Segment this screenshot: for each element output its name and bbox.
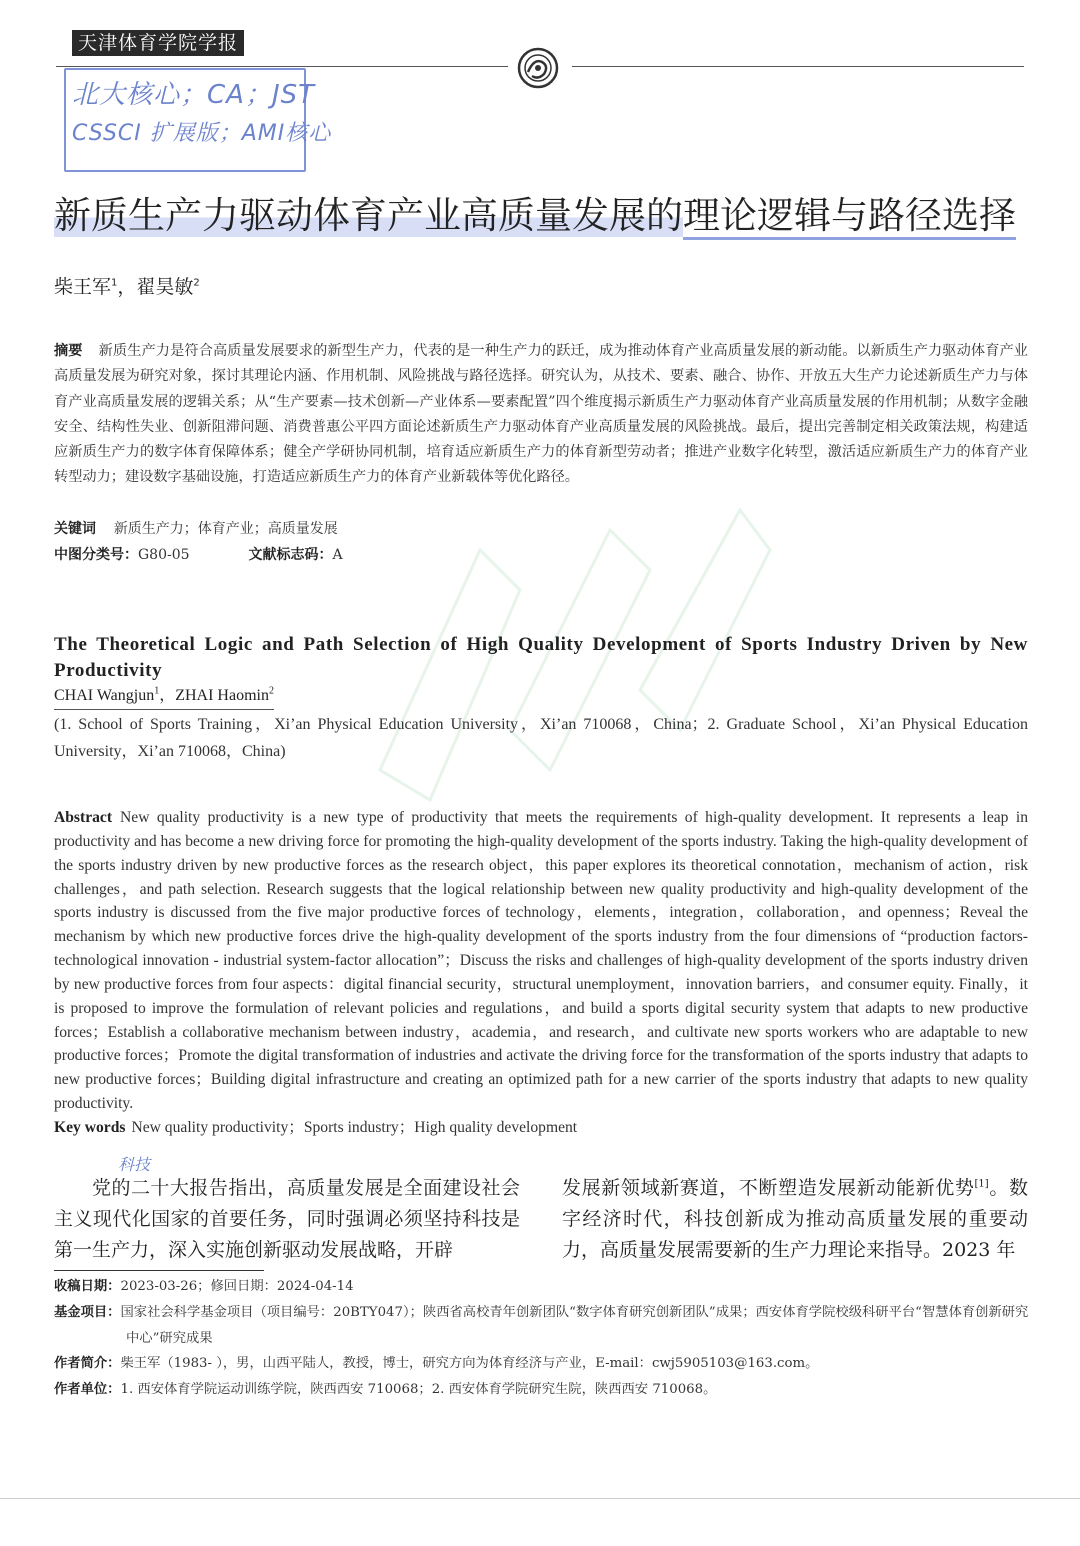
keywords-cn-label: 关键词 bbox=[54, 521, 96, 537]
received-value: 2023-03-26；修回日期：2024-04-14 bbox=[120, 1279, 354, 1294]
abstract-cn-label: 摘要 bbox=[54, 343, 83, 359]
english-author-1-sup: 1 bbox=[154, 685, 160, 697]
english-keywords bbox=[54, 1116, 577, 1140]
header-rule-left bbox=[56, 66, 508, 67]
author-1-sup: 1 bbox=[111, 277, 118, 289]
english-keywords-label: Key words bbox=[54, 1119, 126, 1136]
footnote-fund bbox=[54, 1300, 1034, 1352]
abstract-cn-text: 新质生产力是符合高质量发展要求的新型生产力，代表的是一种生产力的跃迁，成为推动体育产业高质量发展的新动能。以新质生产力驱动体育产业高质量发展为研究对象，探讨其理论内涵、作用机制、风险挑战与路径选择。研究认为，从技术、要素、融合、协作、开放五大生产力论述新质生产力与体育产业高质量发展的逻辑关系；从“生产要素—技术创新—产业体系—要素配置”四个维度揭示新质生产力驱动体育产业高质量发展的作用机制；从数字金融安全、结构性失业、创新阻滞问题、消费普惠公平四方面论述新质生产力驱动体育产业高质量发展的风险挑战。最后，提出完善制定相关政策法规，构建适应新质生产力的数字体育保障体系；健全产学研协同机制，培育适应新质生产力的体育新型劳动者；推进产业数字化转型，激活适应新质生产力的体育产业转型动力；建设数字基础设施，打造适应新质生产力的体育产业新载体等优化路径。 bbox=[54, 343, 1028, 486]
english-abstract-text: New quality productivity is a new type of productivity that meets the requirements of high-quality development. It represents a leap in productivity and has become a new driving force for promoting the high-quality development of the sports industry. Taking the high-quality development of the sports industry driven by new productive forces as the research object，this paper explores its theoretical connotation，mechanism of action，risk challenges，and path selection. Research suggests that the logical relationship between new quality productivity and high-quality development of the sports industry is discussed from the five major productive forces of technology，elements，integration，collaboration，and openness；Reveal the mechanism by which new productive forces drive the high-quality development of the sports industry from the four dimensions of “production factors-technological innovation - industrial system-factor allocation”；Discuss the risks and challenges of high-quality development of the sports industry driven by new productive forces from four aspects：digital financial security，structural unemployment，innovation barriers，and consumer equity. Finally，it is proposed to improve the formulation of relevant policies and regulations，and build a sports digital security system that adapts to new productive forces；Establish a collaborative mechanism between industry，academia，and research，and cultivate new sports workers who are adaptable to new productive forces；Promote the digital transformation of industries and activate the driving force for the transformation of the sports industry that adapts to new productive forces；Building digital infrastructure and creating an optimized path for a new carrier of the sports industry that adapts to new quality productivity. bbox=[54, 809, 1028, 1113]
fund-value: 国家社会科学基金项目（项目编号：20BTY047）；陕西省高校青年创新团队“数字体育研究创新团队”成果；西安体育学院校级科研平台“智慧体育创新研究中心”研究成果 bbox=[120, 1305, 1029, 1346]
english-author-2-sup: 2 bbox=[268, 685, 274, 697]
classification-line bbox=[54, 543, 343, 567]
page-bottom-rule bbox=[0, 1498, 1080, 1499]
handwritten-note-box bbox=[64, 68, 332, 172]
keywords-cn: 新质生产力；体育产业；高质量发展 bbox=[113, 521, 338, 537]
author-line bbox=[54, 272, 200, 302]
body-right-post: 。数字经济时代，科技创新成为推动高质量发展的重要动力，高质量发展需要新的生产力理论来指导。2023 年 bbox=[562, 1177, 1028, 1261]
footnote-rule bbox=[54, 1270, 264, 1271]
handnote-line-2: CSSCI 扩展版；AMI核心 bbox=[72, 121, 332, 146]
author-2: 翟昊敏 bbox=[136, 276, 194, 298]
english-author-1: CHAI Wangjun bbox=[54, 687, 155, 704]
footnote-unit bbox=[54, 1377, 1034, 1403]
author-bio-value: 柴王军（1983- ），男，山西平陆人，教授，博士，研究方向为体育经济与产业，E-mail：cwj5905103@163.com。 bbox=[120, 1356, 819, 1371]
author-2-sup: 2 bbox=[193, 277, 200, 289]
citation-ref: [1] bbox=[974, 1178, 989, 1190]
body-column-left: 党的二十大报告指出，高质量发展是全面建设社会主义现代化国家的首要任务，同时强调必须坚持科技是第一生产力，深入实施创新驱动发展战略，开辟 bbox=[54, 1177, 520, 1261]
author-unit-label: 作者单位： bbox=[54, 1382, 121, 1397]
received-label: 收稿日期： bbox=[54, 1279, 121, 1294]
handnote-line-1: 北大核心；CA；JST bbox=[72, 80, 315, 110]
fund-label: 基金项目： bbox=[54, 1305, 121, 1320]
title-part-2: 理论逻辑与路径选择 bbox=[683, 194, 1016, 240]
keywords-cn-line bbox=[54, 517, 338, 541]
english-abstract-label: Abstract bbox=[54, 809, 113, 826]
abstract-cn bbox=[54, 339, 1028, 491]
body-column-right bbox=[562, 1173, 1028, 1266]
english-keywords-text: New quality productivity；Sports industry；High quality development bbox=[131, 1119, 578, 1136]
english-title: The Theoretical Logic and Path Selection of High Quality Development of Sports Industry Driven by New Productivity bbox=[54, 634, 1028, 681]
author-bio-label: 作者简介： bbox=[54, 1356, 121, 1371]
english-author-2: ZHAI Haomin bbox=[175, 687, 269, 704]
footnote-author bbox=[54, 1351, 1034, 1377]
author-sep: ， bbox=[117, 276, 137, 298]
doc-code-value: A bbox=[332, 547, 343, 563]
footnote-received bbox=[54, 1274, 1034, 1300]
journal-emblem-icon bbox=[516, 46, 560, 90]
body-right-pre: 发展新领域新赛道，不断塑造发展新动能新优势 bbox=[562, 1177, 975, 1199]
doc-code-label: 文献标志码： bbox=[248, 547, 333, 563]
header-rule-right bbox=[572, 66, 1024, 67]
title-part-1: 新质生产力驱动体育产业高质量发展的 bbox=[54, 194, 683, 237]
english-affiliation: (1. School of Sports Training，Xi’an Physical Education University，Xi’an 710068，China；2. Graduate School，Xi’an Physical Education University，Xi’an 710068，China) bbox=[54, 716, 1028, 760]
author-1: 柴王军 bbox=[54, 276, 112, 298]
page-title bbox=[54, 190, 1034, 242]
handwritten-mark: 科技 bbox=[118, 1155, 151, 1174]
journal-name-tag: 天津体育学院学报 bbox=[72, 30, 244, 56]
clc-label: 中图分类号： bbox=[54, 547, 138, 563]
english-abstract bbox=[54, 806, 1028, 1116]
english-author-sep: ， bbox=[159, 687, 176, 704]
clc-value: G80-05 bbox=[138, 547, 190, 563]
author-unit-value: 1. 西安体育学院运动训练学院，陕西西安 710068；2. 西安体育学院研究生院，陕西西安 710068。 bbox=[120, 1382, 717, 1397]
english-authors bbox=[54, 684, 274, 710]
